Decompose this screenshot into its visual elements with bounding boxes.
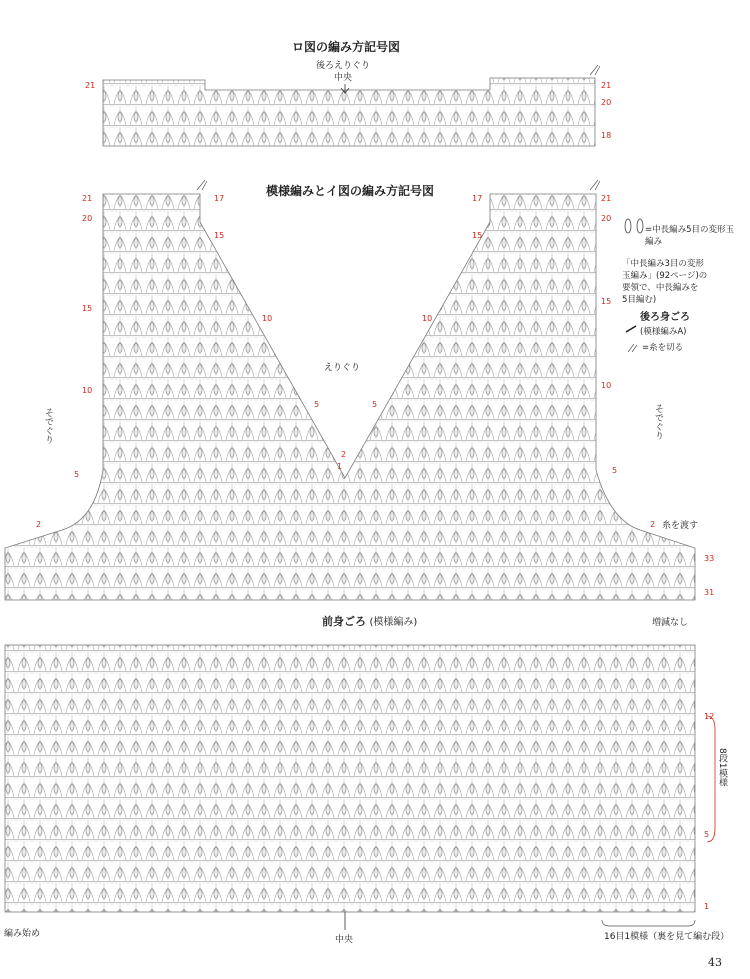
cut-mark-3 bbox=[590, 180, 600, 190]
left-neck-row-1: 1 bbox=[337, 462, 343, 471]
legend-note-line-2: 玉編み」(92ページ)の bbox=[622, 271, 708, 281]
right-row-2: 2 bbox=[650, 520, 656, 529]
left-neck-row-5: 5 bbox=[314, 400, 320, 409]
bottom-center-label: 中央 bbox=[335, 935, 354, 945]
left-neck-row-10: 10 bbox=[262, 314, 273, 323]
start-label: 編み始め bbox=[4, 929, 41, 939]
front-row-12: 12 bbox=[704, 712, 715, 721]
legend-symbol-label: =中長編み5目の変形玉編み bbox=[645, 225, 735, 247]
legend-note-line-3: 要領で、中長編みを bbox=[622, 283, 699, 293]
legend-note bbox=[622, 258, 707, 306]
right-row-21: 21 bbox=[601, 194, 612, 203]
left-neck-row-2: 2 bbox=[341, 450, 347, 459]
front-body-chart bbox=[5, 645, 695, 912]
right-neck-row-15: 15 bbox=[472, 231, 483, 240]
neckline-label: えりぐり bbox=[324, 363, 361, 373]
repeat-bracket bbox=[707, 716, 715, 842]
left-row-2: 2 bbox=[36, 520, 42, 529]
legend-note-line-4: 5目編む) bbox=[622, 295, 657, 305]
top-row-left-21: 21 bbox=[85, 81, 96, 90]
legend-cut-label: =糸を切る bbox=[642, 343, 684, 353]
left-armhole-label: そでぐり bbox=[43, 408, 53, 444]
body-row-33: 33 bbox=[704, 554, 715, 563]
front-row-5: 5 bbox=[704, 830, 710, 839]
top-row-right-21: 21 bbox=[601, 81, 612, 90]
left-row-20: 20 bbox=[82, 214, 93, 223]
join-yarn-label: 糸を渡す bbox=[662, 521, 699, 531]
left-row-10: 10 bbox=[82, 386, 93, 395]
page-number: 43 bbox=[708, 956, 722, 969]
legend-note-line-1: 「中長編み3目の変形 bbox=[622, 259, 704, 269]
top-row-right-18: 18 bbox=[601, 131, 612, 140]
right-row-15: 15 bbox=[601, 297, 612, 306]
top-neck-label: 後ろえりぐり bbox=[316, 61, 371, 71]
right-row-5: 5 bbox=[612, 466, 618, 475]
legend-bobble-symbol-1 bbox=[625, 219, 631, 233]
top-chart-title: ロ図の編み方記号図 bbox=[292, 40, 401, 54]
cut-mark-1 bbox=[590, 65, 600, 75]
right-neck-row-10: 10 bbox=[422, 314, 433, 323]
cut-mark-2 bbox=[197, 180, 207, 190]
back-body-title: 後ろ身ごろ bbox=[640, 312, 690, 323]
right-row-10: 10 bbox=[601, 381, 612, 390]
left-row-15: 15 bbox=[82, 304, 93, 313]
front-body-subtitle: (模様編み) bbox=[369, 617, 418, 628]
right-neck-row-17: 17 bbox=[472, 194, 483, 203]
legend-start-arrow bbox=[626, 326, 636, 332]
front-row-1: 1 bbox=[704, 902, 710, 911]
front-body-title-group bbox=[322, 613, 417, 629]
no-change-label: 増減なし bbox=[652, 618, 689, 628]
repeat-width-label: 16目1模様（裏を見て編む段） bbox=[604, 932, 730, 942]
repeat-rows-label: 8段1模様 bbox=[717, 748, 727, 787]
back-body-subtitle: (模様編みA) bbox=[640, 327, 687, 337]
left-neck-row-17: 17 bbox=[214, 194, 225, 203]
top-row-right-20: 20 bbox=[601, 98, 612, 107]
legend-bobble-symbol-2 bbox=[637, 219, 643, 233]
body-row-31: 31 bbox=[704, 588, 715, 597]
right-armhole-label: そでぐり bbox=[653, 404, 663, 440]
legend-cut-symbol bbox=[628, 344, 637, 352]
right-neck-row-5: 5 bbox=[372, 400, 378, 409]
front-body-title: 前身ごろ bbox=[322, 615, 366, 628]
front-yoke-chart bbox=[5, 194, 695, 600]
left-row-5: 5 bbox=[74, 470, 80, 479]
right-row-20: 20 bbox=[601, 214, 612, 223]
left-neck-row-15: 15 bbox=[214, 231, 225, 240]
main-chart-title: 模様編みとイ図の編み方記号図 bbox=[266, 184, 435, 198]
top-center-label: 中央 bbox=[334, 73, 353, 83]
left-row-21: 21 bbox=[82, 194, 93, 203]
repeat-width-bracket bbox=[602, 920, 695, 926]
